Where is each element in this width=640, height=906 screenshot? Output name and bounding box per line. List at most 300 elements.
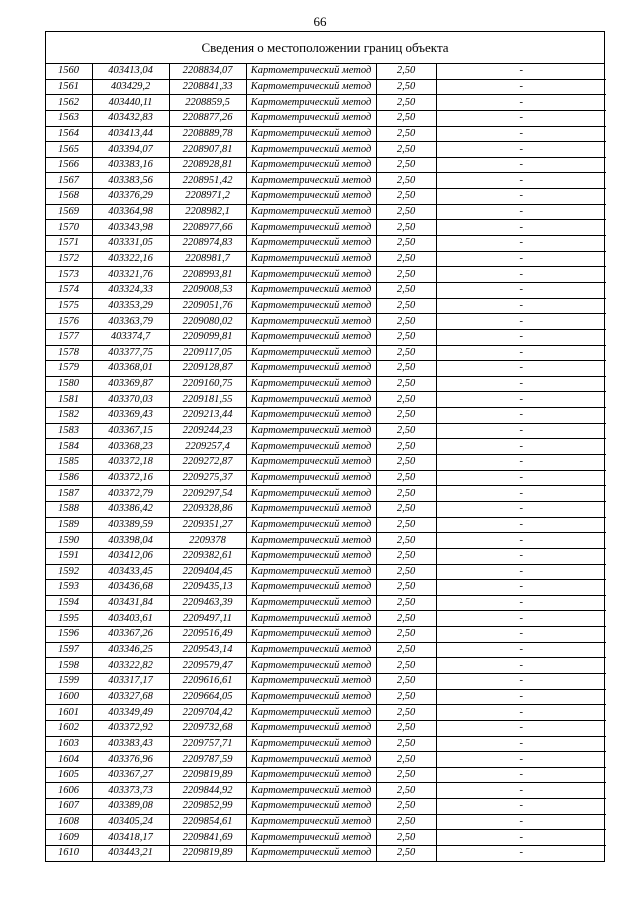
y-coordinate-cell: 2209272,87 <box>169 455 246 471</box>
table-row <box>46 470 606 486</box>
page-number: 66 <box>313 14 327 29</box>
table-row <box>46 64 606 79</box>
note-cell: - <box>436 455 606 471</box>
y-coordinate-cell: 2209497,11 <box>169 611 246 627</box>
accuracy-cell: 2,50 <box>376 501 436 517</box>
method-cell: Картометрический метод <box>246 501 376 517</box>
x-coordinate-cell: 403324,33 <box>92 282 169 298</box>
y-coordinate-cell: 2209819,89 <box>169 767 246 783</box>
x-coordinate-cell: 403436,68 <box>92 580 169 596</box>
y-coordinate-cell: 2209382,61 <box>169 548 246 564</box>
y-coordinate-cell: 2209579,47 <box>169 658 246 674</box>
method-cell: Картометрический метод <box>246 392 376 408</box>
accuracy-cell: 2,50 <box>376 595 436 611</box>
y-coordinate-cell: 2209664,05 <box>169 689 246 705</box>
note-cell: - <box>519 847 523 859</box>
note-cell: - <box>436 611 606 627</box>
accuracy-cell: 2,50 <box>376 736 436 752</box>
y-coordinate-cell: 2209117,05 <box>169 345 246 361</box>
y-coordinate-cell: 2208928,81 <box>169 157 246 173</box>
accuracy-cell: 2,50 <box>376 298 436 314</box>
method-cell: Картометрический метод <box>246 799 376 815</box>
y-coordinate-cell: 2209181,55 <box>169 392 246 408</box>
accuracy-cell: 2,50 <box>376 392 436 408</box>
y-coordinate-cell: 2209732,68 <box>169 720 246 736</box>
point-number-cell: 1589 <box>46 517 92 533</box>
point-number-cell: 1562 <box>46 95 92 111</box>
accuracy-cell: 2,50 <box>376 408 436 424</box>
y-coordinate-cell: 2209543,14 <box>169 642 246 658</box>
x-coordinate-cell: 403364,98 <box>92 204 169 220</box>
y-coordinate-cell: 2209435,13 <box>169 580 246 596</box>
point-number-cell: 1578 <box>46 345 92 361</box>
x-coordinate-cell: 403389,08 <box>92 799 169 815</box>
x-coordinate-cell: 403353,29 <box>92 298 169 314</box>
x-coordinate-cell: 403372,79 <box>92 486 169 502</box>
x-coordinate-cell: 403372,92 <box>92 720 169 736</box>
x-coordinate-cell: 403398,04 <box>92 533 169 549</box>
y-coordinate-cell: 2208841,33 <box>169 79 246 95</box>
table-row <box>46 736 606 752</box>
table-row <box>46 329 606 345</box>
x-coordinate-cell: 403370,03 <box>92 392 169 408</box>
table-row <box>46 486 606 502</box>
x-coordinate-cell: 403394,07 <box>92 142 169 158</box>
method-cell: Картометрический метод <box>246 361 376 377</box>
point-number-cell: 1580 <box>46 376 92 392</box>
x-coordinate-cell: 403346,25 <box>92 642 169 658</box>
note-cell: - <box>436 79 606 95</box>
x-coordinate-cell: 403349,49 <box>92 705 169 721</box>
point-number-cell: 1582 <box>46 408 92 424</box>
accuracy-cell: 2,50 <box>376 95 436 111</box>
x-coordinate-cell: 403431,84 <box>92 595 169 611</box>
point-number-cell: 1586 <box>46 470 92 486</box>
point-number-cell: 1601 <box>46 705 92 721</box>
table-row <box>46 673 606 689</box>
table-row <box>46 298 606 314</box>
y-coordinate-cell: 2209160,75 <box>169 376 246 392</box>
x-coordinate-cell: 403412,06 <box>92 548 169 564</box>
accuracy-cell: 2,50 <box>376 533 436 549</box>
table-row <box>46 767 606 783</box>
accuracy-cell: 2,50 <box>376 720 436 736</box>
note-cell: - <box>436 580 606 596</box>
point-number-cell: 1597 <box>46 642 92 658</box>
method-cell: Картометрический метод <box>246 298 376 314</box>
method-cell: Картометрический метод <box>246 220 376 236</box>
table-row <box>46 720 606 736</box>
method-cell: Картометрический метод <box>246 408 376 424</box>
y-coordinate-cell: 2208993,81 <box>169 267 246 283</box>
method-cell: Картометрический метод <box>246 236 376 252</box>
y-coordinate-cell: 2209852,99 <box>169 799 246 815</box>
x-coordinate-cell: 403369,43 <box>92 408 169 424</box>
note-cell: - <box>436 814 606 830</box>
table-row <box>46 455 606 471</box>
table-row <box>46 361 606 377</box>
point-number-cell: 1596 <box>46 627 92 643</box>
method-cell: Картометрический метод <box>246 595 376 611</box>
y-coordinate-cell: 2208982,1 <box>169 204 246 220</box>
method-cell: Картометрический метод <box>246 314 376 330</box>
y-coordinate-cell: 2209841,69 <box>169 830 246 846</box>
accuracy-cell: 2,50 <box>376 423 436 439</box>
note-cell: - <box>436 564 606 580</box>
method-cell: Картометрический метод <box>246 345 376 361</box>
method-cell: Картометрический метод <box>246 95 376 111</box>
point-number-cell: 1587 <box>46 486 92 502</box>
table-row <box>46 799 606 815</box>
point-number-cell: 1564 <box>46 126 92 142</box>
table-row <box>46 627 606 643</box>
note-cell: - <box>436 298 606 314</box>
method-cell: Картометрический метод <box>246 580 376 596</box>
note-cell: - <box>436 595 606 611</box>
accuracy-cell: 2,50 <box>376 705 436 721</box>
point-number-cell: 1569 <box>46 204 92 220</box>
method-cell: Картометрический метод <box>246 79 376 95</box>
table-row <box>46 204 606 220</box>
table-row <box>46 423 606 439</box>
y-coordinate-cell: 2208889,78 <box>169 126 246 142</box>
note-cell: - <box>436 173 606 189</box>
x-coordinate-cell: 403368,01 <box>92 361 169 377</box>
point-number-cell: 1565 <box>46 142 92 158</box>
x-coordinate-cell: 403368,23 <box>92 439 169 455</box>
x-coordinate-cell: 403383,56 <box>92 173 169 189</box>
method-cell: Картометрический метод <box>246 439 376 455</box>
method-cell: Картометрический метод <box>246 173 376 189</box>
accuracy-cell: 2,50 <box>376 658 436 674</box>
point-number-cell: 1567 <box>46 173 92 189</box>
table-row <box>46 408 606 424</box>
accuracy-cell: 2,50 <box>376 752 436 768</box>
method-cell: Картометрический метод <box>246 455 376 471</box>
point-number-cell: 1607 <box>46 799 92 815</box>
accuracy-cell: 2,50 <box>376 846 436 861</box>
method-cell: Картометрический метод <box>246 157 376 173</box>
table-row <box>46 110 606 126</box>
y-coordinate-cell: 2209787,59 <box>169 752 246 768</box>
x-coordinate-cell: 403363,79 <box>92 314 169 330</box>
method-cell: Картометрический метод <box>246 814 376 830</box>
x-coordinate-cell: 403374,7 <box>92 329 169 345</box>
table-row <box>46 548 606 564</box>
note-cell: - <box>436 189 606 205</box>
y-coordinate-cell: 2209008,53 <box>169 282 246 298</box>
table-row <box>46 95 606 111</box>
point-number-cell: 1604 <box>46 752 92 768</box>
y-coordinate-cell: 2209275,37 <box>169 470 246 486</box>
accuracy-cell: 2,50 <box>376 627 436 643</box>
method-cell: Картометрический метод <box>246 517 376 533</box>
accuracy-cell: 2,50 <box>376 830 436 846</box>
point-number-cell: 1584 <box>46 439 92 455</box>
y-coordinate-cell: 2209516,49 <box>169 627 246 643</box>
table-row <box>46 752 606 768</box>
table-row <box>46 173 606 189</box>
table-row <box>46 689 606 705</box>
method-cell: Картометрический метод <box>246 705 376 721</box>
accuracy-cell: 2,50 <box>376 455 436 471</box>
table-row <box>46 564 606 580</box>
method-cell: Картометрический метод <box>246 189 376 205</box>
accuracy-cell: 2,50 <box>376 767 436 783</box>
note-cell: - <box>436 314 606 330</box>
point-number-cell: 1561 <box>46 79 92 95</box>
x-coordinate-cell: 403367,27 <box>92 767 169 783</box>
point-number-cell: 1583 <box>46 423 92 439</box>
method-cell: Картометрический метод <box>246 110 376 126</box>
table-row <box>46 533 606 549</box>
point-number-cell: 1608 <box>46 814 92 830</box>
accuracy-cell: 2,50 <box>376 267 436 283</box>
method-cell: Картометрический метод <box>246 251 376 267</box>
y-coordinate-cell: 2208971,2 <box>169 189 246 205</box>
accuracy-cell: 2,50 <box>376 783 436 799</box>
y-coordinate-cell: 2209378 <box>169 533 246 549</box>
method-cell: Картометрический метод <box>246 846 376 861</box>
note-cell: - <box>436 642 606 658</box>
method-cell: Картометрический метод <box>246 204 376 220</box>
table-row <box>46 846 606 861</box>
table-row <box>46 314 606 330</box>
y-coordinate-cell: 2208907,81 <box>169 142 246 158</box>
accuracy-cell: 2,50 <box>376 611 436 627</box>
point-number-cell: 1593 <box>46 580 92 596</box>
point-number-cell: 1573 <box>46 267 92 283</box>
note-cell: - <box>436 439 606 455</box>
note-cell: - <box>436 799 606 815</box>
table-row <box>46 392 606 408</box>
point-number-cell: 1591 <box>46 548 92 564</box>
note-cell: - <box>436 204 606 220</box>
note-cell: - <box>436 282 606 298</box>
x-coordinate-cell: 403327,68 <box>92 689 169 705</box>
y-coordinate-cell: 2209080,02 <box>169 314 246 330</box>
y-coordinate-cell: 2209463,39 <box>169 595 246 611</box>
table-row <box>46 345 606 361</box>
method-cell: Картометрический метод <box>246 548 376 564</box>
method-cell: Картометрический метод <box>246 282 376 298</box>
table-row <box>46 267 606 283</box>
method-cell: Картометрический метод <box>246 720 376 736</box>
accuracy-cell: 2,50 <box>376 329 436 345</box>
accuracy-cell: 2,50 <box>376 79 436 95</box>
y-coordinate-cell: 2209704,42 <box>169 705 246 721</box>
x-coordinate-cell: 403405,24 <box>92 814 169 830</box>
x-coordinate-cell: 403432,83 <box>92 110 169 126</box>
accuracy-cell: 2,50 <box>376 282 436 298</box>
x-coordinate-cell: 403386,42 <box>92 501 169 517</box>
table-row <box>46 658 606 674</box>
y-coordinate-cell: 2209757,71 <box>169 736 246 752</box>
note-cell: - <box>436 736 606 752</box>
y-coordinate-cell: 2209404,45 <box>169 564 246 580</box>
x-coordinate-cell: 403377,75 <box>92 345 169 361</box>
accuracy-cell: 2,50 <box>376 345 436 361</box>
table-row <box>46 814 606 830</box>
accuracy-cell: 2,50 <box>376 110 436 126</box>
point-number-cell: 1572 <box>46 251 92 267</box>
table-row <box>46 376 606 392</box>
accuracy-cell: 2,50 <box>376 799 436 815</box>
accuracy-cell: 2,50 <box>376 204 436 220</box>
point-number-cell: 1602 <box>46 720 92 736</box>
accuracy-cell: 2,50 <box>376 126 436 142</box>
method-cell: Картометрический метод <box>246 423 376 439</box>
x-coordinate-cell: 403321,76 <box>92 267 169 283</box>
x-coordinate-cell: 403413,44 <box>92 126 169 142</box>
note-cell: - <box>436 251 606 267</box>
x-coordinate-cell: 403418,17 <box>92 830 169 846</box>
method-cell: Картометрический метод <box>246 627 376 643</box>
note-cell: - <box>436 110 606 126</box>
method-cell: Картометрический метод <box>246 689 376 705</box>
point-number-cell: 1605 <box>46 767 92 783</box>
point-number-cell: 1609 <box>46 830 92 846</box>
method-cell: Картометрический метод <box>246 533 376 549</box>
note-cell: - <box>436 752 606 768</box>
note-cell: - <box>436 767 606 783</box>
method-cell: Картометрический метод <box>246 142 376 158</box>
table-row <box>46 236 606 252</box>
point-number-cell: 1574 <box>46 282 92 298</box>
y-coordinate-cell: 2209351,27 <box>169 517 246 533</box>
method-cell: Картометрический метод <box>246 673 376 689</box>
note-cell: - <box>436 830 606 846</box>
note-cell: - <box>436 533 606 549</box>
accuracy-cell: 2,50 <box>376 376 436 392</box>
table-row <box>46 783 606 799</box>
accuracy-cell: 2,50 <box>376 673 436 689</box>
accuracy-cell: 2,50 <box>376 548 436 564</box>
y-coordinate-cell: 2208877,26 <box>169 110 246 126</box>
x-coordinate-cell: 403373,73 <box>92 783 169 799</box>
table-row <box>46 611 606 627</box>
y-coordinate-cell: 2208951,42 <box>169 173 246 189</box>
point-number-cell: 1595 <box>46 611 92 627</box>
note-cell: - <box>436 486 606 502</box>
accuracy-cell: 2,50 <box>376 517 436 533</box>
y-coordinate-cell: 2209213,44 <box>169 408 246 424</box>
point-number-cell: 1590 <box>46 533 92 549</box>
method-cell: Картометрический метод <box>246 267 376 283</box>
table-row <box>46 580 606 596</box>
point-number-cell: 1579 <box>46 361 92 377</box>
x-coordinate-cell: 403440,11 <box>92 95 169 111</box>
method-cell: Картометрический метод <box>246 376 376 392</box>
x-coordinate-cell: 403331,05 <box>92 236 169 252</box>
x-coordinate-cell: 403367,15 <box>92 423 169 439</box>
accuracy-cell: 2,50 <box>376 689 436 705</box>
point-number-cell: 1610 <box>46 846 92 861</box>
note-cell: - <box>436 517 606 533</box>
x-coordinate-cell: 403372,16 <box>92 470 169 486</box>
note-cell: - <box>436 157 606 173</box>
accuracy-cell: 2,50 <box>376 564 436 580</box>
point-number-cell: 1560 <box>46 64 92 79</box>
method-cell: Картометрический метод <box>246 830 376 846</box>
x-coordinate-cell: 403343,98 <box>92 220 169 236</box>
point-number-cell: 1599 <box>46 673 92 689</box>
note-cell: - <box>436 376 606 392</box>
note-cell: - <box>436 220 606 236</box>
x-coordinate-cell: 403413,04 <box>92 64 169 79</box>
note-cell: - <box>436 627 606 643</box>
accuracy-cell: 2,50 <box>376 157 436 173</box>
table-row <box>46 189 606 205</box>
point-number-cell: 1588 <box>46 501 92 517</box>
point-number-cell: 1600 <box>46 689 92 705</box>
table-row <box>46 705 606 721</box>
point-number-cell: 1594 <box>46 595 92 611</box>
table-row <box>46 642 606 658</box>
table-row <box>46 157 606 173</box>
x-coordinate-cell: 403367,26 <box>92 627 169 643</box>
x-coordinate-cell: 403369,87 <box>92 376 169 392</box>
point-number-cell: 1575 <box>46 298 92 314</box>
accuracy-cell: 2,50 <box>376 470 436 486</box>
accuracy-cell: 2,50 <box>376 142 436 158</box>
point-number-cell: 1606 <box>46 783 92 799</box>
accuracy-cell: 2,50 <box>376 251 436 267</box>
accuracy-cell: 2,50 <box>376 173 436 189</box>
y-coordinate-cell: 2209051,76 <box>169 298 246 314</box>
table-row <box>46 830 606 846</box>
x-coordinate-cell: 403376,29 <box>92 189 169 205</box>
boundary-table-frame <box>45 31 605 862</box>
note-cell: - <box>436 345 606 361</box>
note-cell: - <box>436 548 606 564</box>
y-coordinate-cell: 2208981,7 <box>169 251 246 267</box>
note-cell: - <box>436 64 606 79</box>
y-coordinate-cell: 2209328,86 <box>169 501 246 517</box>
y-coordinate-cell: 2209257,4 <box>169 439 246 455</box>
table-row <box>46 251 606 267</box>
accuracy-cell: 2,50 <box>376 189 436 205</box>
y-coordinate-cell: 2208859,5 <box>169 95 246 111</box>
accuracy-cell: 2,50 <box>376 220 436 236</box>
method-cell: Картометрический метод <box>246 658 376 674</box>
note-cell: - <box>436 361 606 377</box>
method-cell: Картометрический метод <box>246 470 376 486</box>
x-coordinate-cell: 403383,43 <box>92 736 169 752</box>
table-row <box>46 501 606 517</box>
y-coordinate-cell: 2209128,87 <box>169 361 246 377</box>
table-row <box>46 220 606 236</box>
note-cell: - <box>436 673 606 689</box>
point-number-cell: 1571 <box>46 236 92 252</box>
note-cell: - <box>436 501 606 517</box>
point-number-cell: 1568 <box>46 189 92 205</box>
accuracy-cell: 2,50 <box>376 236 436 252</box>
point-number-cell: 1585 <box>46 455 92 471</box>
method-cell: Картометрический метод <box>246 329 376 345</box>
point-number-cell: 1577 <box>46 329 92 345</box>
note-cell: - <box>436 329 606 345</box>
method-cell: Картометрический метод <box>246 736 376 752</box>
accuracy-cell: 2,50 <box>376 314 436 330</box>
table-row <box>46 517 606 533</box>
y-coordinate-cell: 2209099,81 <box>169 329 246 345</box>
method-cell: Картометрический метод <box>246 752 376 768</box>
y-coordinate-cell: 2209854,61 <box>169 814 246 830</box>
accuracy-cell: 2,50 <box>376 64 436 79</box>
note-cell: - <box>436 689 606 705</box>
note-cell: - <box>436 267 606 283</box>
